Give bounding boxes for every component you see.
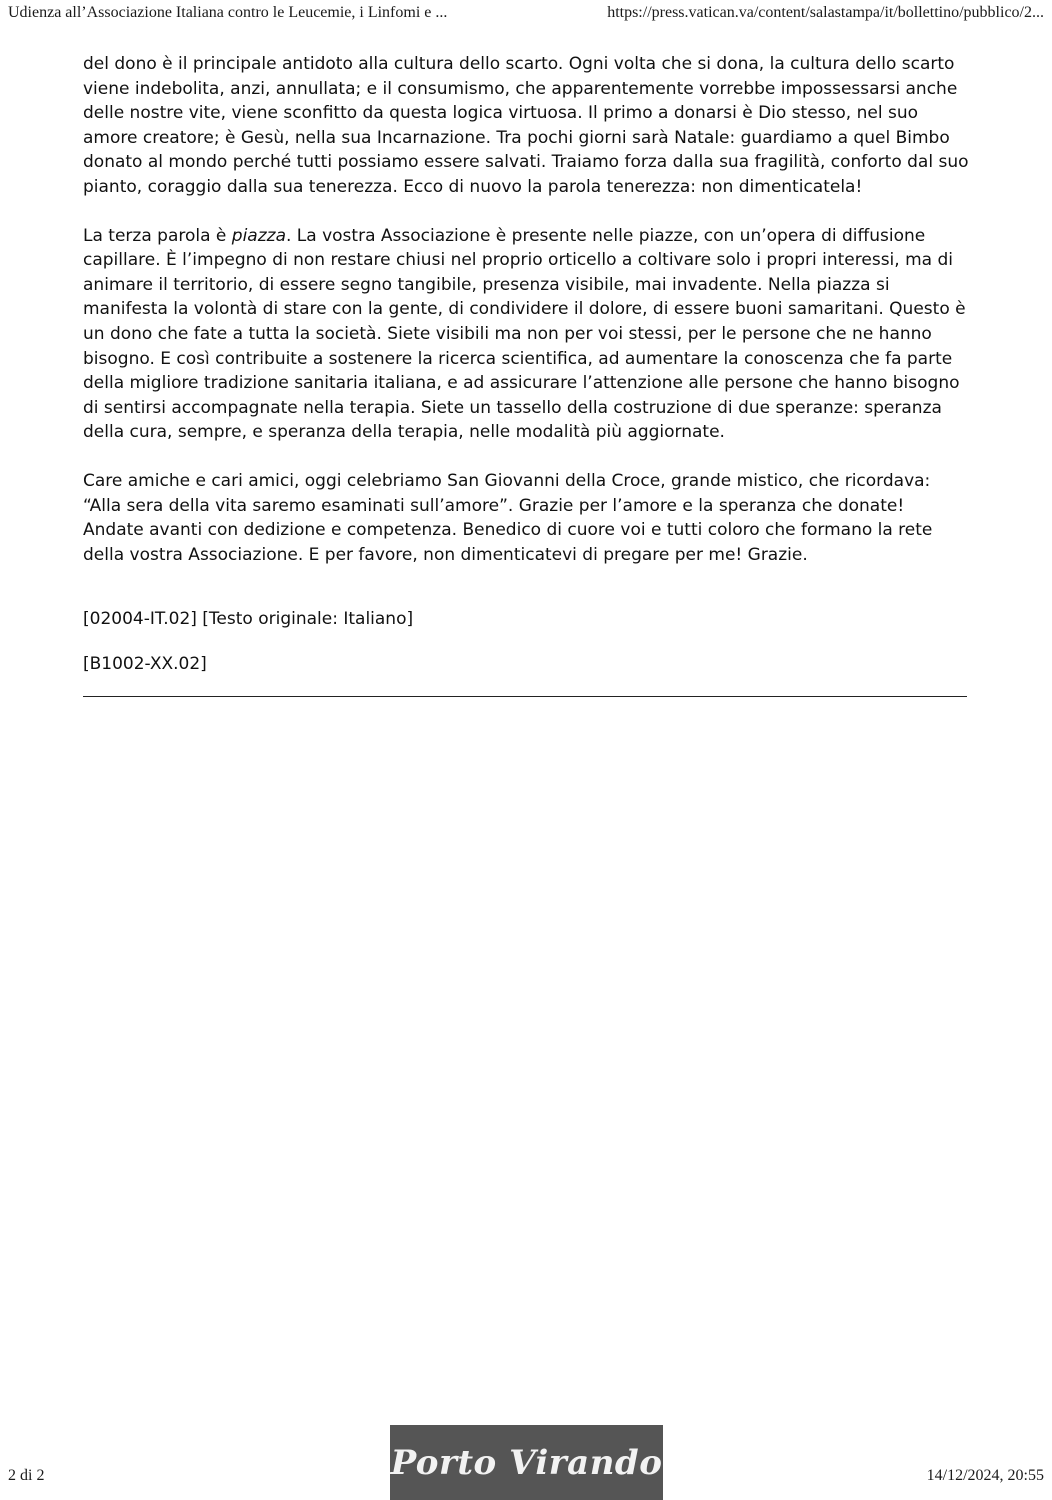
divider (83, 696, 967, 697)
page-title: Udienza all’Associazione Italiana contro le Leucemie, i Linfomi e ... (8, 4, 448, 21)
paragraph-gift: del dono è il principale antidoto alla cultura dello scarto. Ogni volta che si dona, la cultura dello scarto viene indebolita, anzi, annullata; e il consumismo, che apparentemente vorrebbe impossessarsi anche delle nostre vite, viene sconfitto da questa logica virtuosa. Il primo a donarsi è Dio stesso, nel suo amore creatore; è Gesù, nella sua Incarnazione. Tra pochi giorni sarà Natale: guardiamo a quel Bimbo donato al mondo perché tutti possiamo essere salvati. Traiamo forza dalla sua fragilità, conforto dal suo pianto, coraggio dalla sua tenerezza. Ecco di nuovo la parola tenerezza: non dimenticatela! (83, 54, 969, 197)
reference-code-original: [02004-IT.02] [Testo originale: Italiano] (83, 609, 414, 630)
document-body (83, 52, 969, 697)
page-number: 2 di 2 (8, 1467, 45, 1484)
reference-code-bulletin: [B1002-XX.02] (83, 653, 207, 674)
paragraph-square-rest: . La vostra Associazione è presente nelle piazze, con un’opera di diffusione capillare. È l’impegno di non restare chiusi nel proprio orticello a coltivare solo i propri interessi, ma di animare il territorio, di essere segno tangibile, presenza visibile, mai invadente. Nella piazza si manifesta la volontà di stare con la gente, di condividere il dolore, di essere buoni samaritani. Questo è un dono che fate a tutta la società. Siete visibili ma non per voi stessi, per le persone che ne hanno bisogno. E così contribuite a sostenere la ricerca scientifica, ad aumentare la conoscenza che fa parte della migliore tradizione sanitaria italiana, e ad assicurare l’attenzione alle persone che hanno bisogno di sentirsi accompagnate nella terapia. Siete un tassello della costruzione di due speranze: speranza della cura, sempre, e speranza della terapia, nelle modalità più aggiornate. (83, 225, 966, 443)
paragraph-closing: Care amiche e cari amici, oggi celebriamo San Giovanni della Croce, grande mistico, che ricordava: “Alla sera della vita saremo esaminati sull’amore”. Grazie per l’amore e la speranza che donate! Andate avanti con dedizione e competenza. Benedico di cuore voi e tutti coloro che formano la rete della vostra Associazione. E per favore, non dimenticatevi di pregare per me! Grazie. (83, 470, 933, 565)
watermark-logo (390, 1425, 663, 1500)
print-header (0, 0, 1052, 28)
paragraph-square-lead: La terza parola è (83, 225, 232, 246)
print-footer (0, 1425, 1052, 1500)
print-timestamp: 14/12/2024, 20:55 (926, 1467, 1044, 1484)
watermark-logo-text: Porto Virando (390, 1442, 663, 1483)
paragraph-square (83, 224, 969, 445)
keyword-piazza: piazza (231, 225, 286, 246)
page-url: https://press.vatican.va/content/salastampa/it/bollettino/pubblico/2... (607, 4, 1044, 21)
